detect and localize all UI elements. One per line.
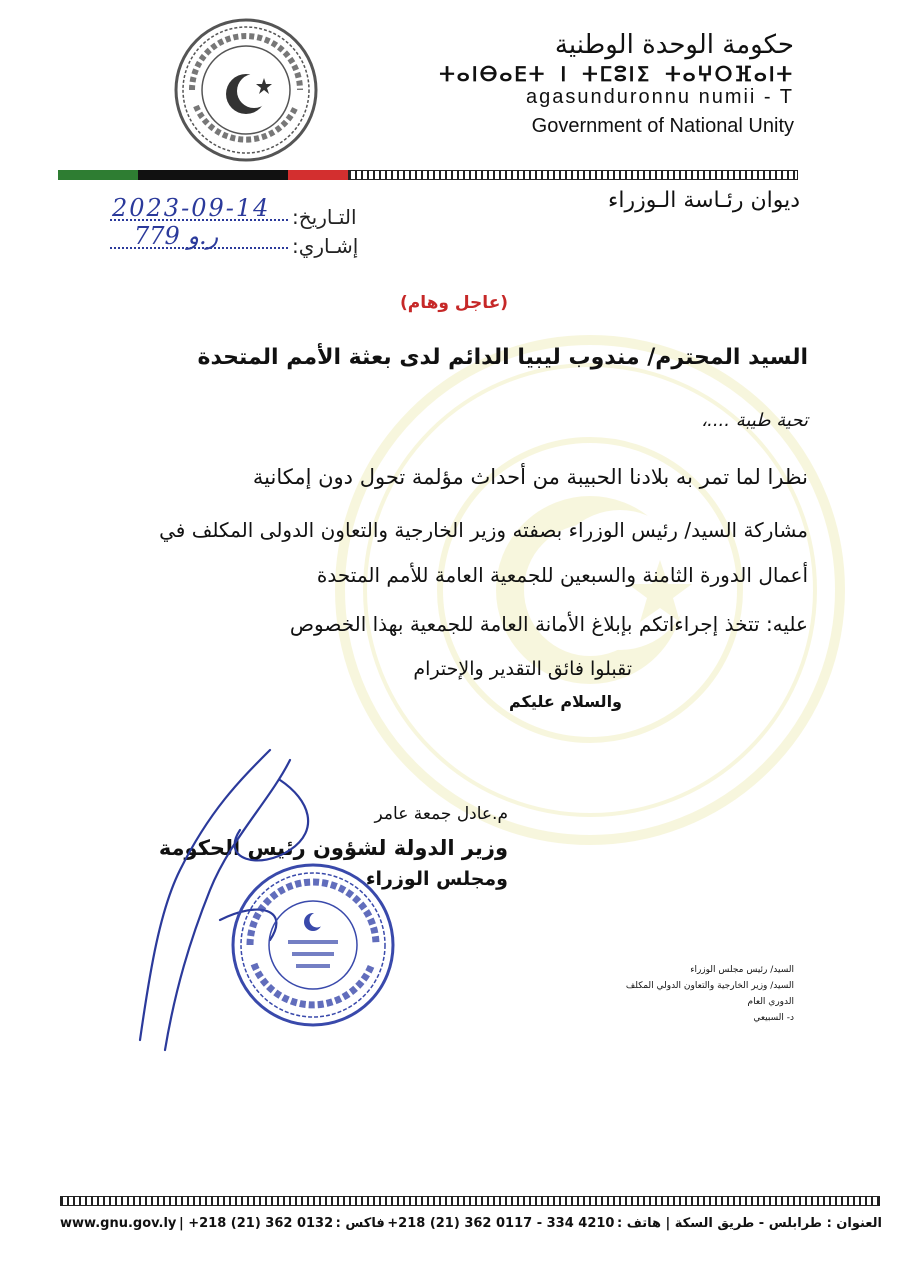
cc-item: الدوري العام (747, 997, 794, 1007)
header-english: Government of National Unity (531, 115, 794, 137)
watermark-emblem (330, 330, 850, 850)
official-stamp (228, 860, 398, 1030)
flag-band-green (58, 170, 138, 180)
signatory-title-2: ومجلس الوزراء (365, 868, 508, 890)
body-line-3: أعمال الدورة الثامنة والسبعين للجمعية العامة للأمم المتحدة (316, 563, 808, 587)
footer-fax-label: فاكس : (335, 1216, 385, 1231)
signatory-name: م.عادل جمعة عامر (374, 804, 508, 824)
footer-phone: +218 (21) 362 0132 (188, 1216, 334, 1231)
cc-item: السيد/ رئيس مجلس الوزراء (690, 965, 794, 975)
footer-fax: +218 (21) 362 0117 - 334 4210 (387, 1216, 615, 1231)
urgent-label: (عاجل وهام) (400, 293, 509, 313)
date-label: التـاريخ: (292, 205, 357, 229)
ref-label: إشـاري: (292, 234, 359, 258)
footer: www.gnu.gov.ly | +218 (21) 362 0132 فاكس : +218 (21) 362 0117 - 334 4210 العنوان : طرابلس - طريق السكة | هاتف : (60, 1216, 882, 1231)
salutation: والسلام عليكم (508, 692, 622, 711)
flag-band-black (138, 170, 288, 180)
header-tifinagh: ⵜⴰⵏⴱⴰⴹⵜ ⵏ ⵜⵎⵓⵏⵉ ⵜⴰⵖⵔⴼⴰⵏⵜ (439, 62, 794, 86)
greeting: تحية طيبة ....، (701, 410, 808, 431)
chain-border-top (348, 170, 798, 180)
header-arabic: حكومة الوحدة الوطنية (554, 30, 794, 60)
closing: تقبلوا فائق التقدير والإحترام (413, 658, 632, 680)
flag-band-red (288, 170, 348, 180)
chain-border-bottom (60, 1196, 880, 1206)
cc-list (626, 962, 794, 1026)
ref-dotline (110, 247, 288, 249)
signatory-title-1: وزير الدولة لشؤون رئيس الحكومة (158, 836, 508, 860)
body-line-1: نظرا لما تمر به بلادنا الحبيبة من أحداث مؤلمة تحول دون إمكانية (252, 465, 808, 489)
cc-item: د- السبيعي (753, 1013, 794, 1023)
cc-item: السيد/ وزير الخارجية والتعاون الدولي المكلف (625, 981, 794, 991)
header-amazigh-latin: agasunduronnu numii - T (526, 86, 794, 108)
date-value: 2023-09-14 (112, 194, 271, 222)
footer-website[interactable]: www.gnu.gov.ly (60, 1216, 177, 1231)
ref-value: 779 ر.و (134, 222, 219, 250)
date-dotline (110, 219, 288, 221)
addressee: السيد المحترم/ مندوب ليبيا الدائم لدى بعثة الأمم المتحدة (197, 345, 808, 370)
footer-address: العنوان : طرابلس - طريق السكة | هاتف : (617, 1216, 882, 1231)
office-title: ديوان رئـاسة الـوزراء (608, 188, 800, 213)
body-line-4: عليه: تتخذ إجراءاتكم بإبلاغ الأمانة العامة للجمعية بهذا الخصوص (289, 612, 808, 636)
body-line-2: مشاركة السيد/ رئيس الوزراء بصفته وزير الخارجية والتعاون الدولى المكلف في (159, 518, 808, 542)
government-seal-icon (172, 16, 320, 164)
